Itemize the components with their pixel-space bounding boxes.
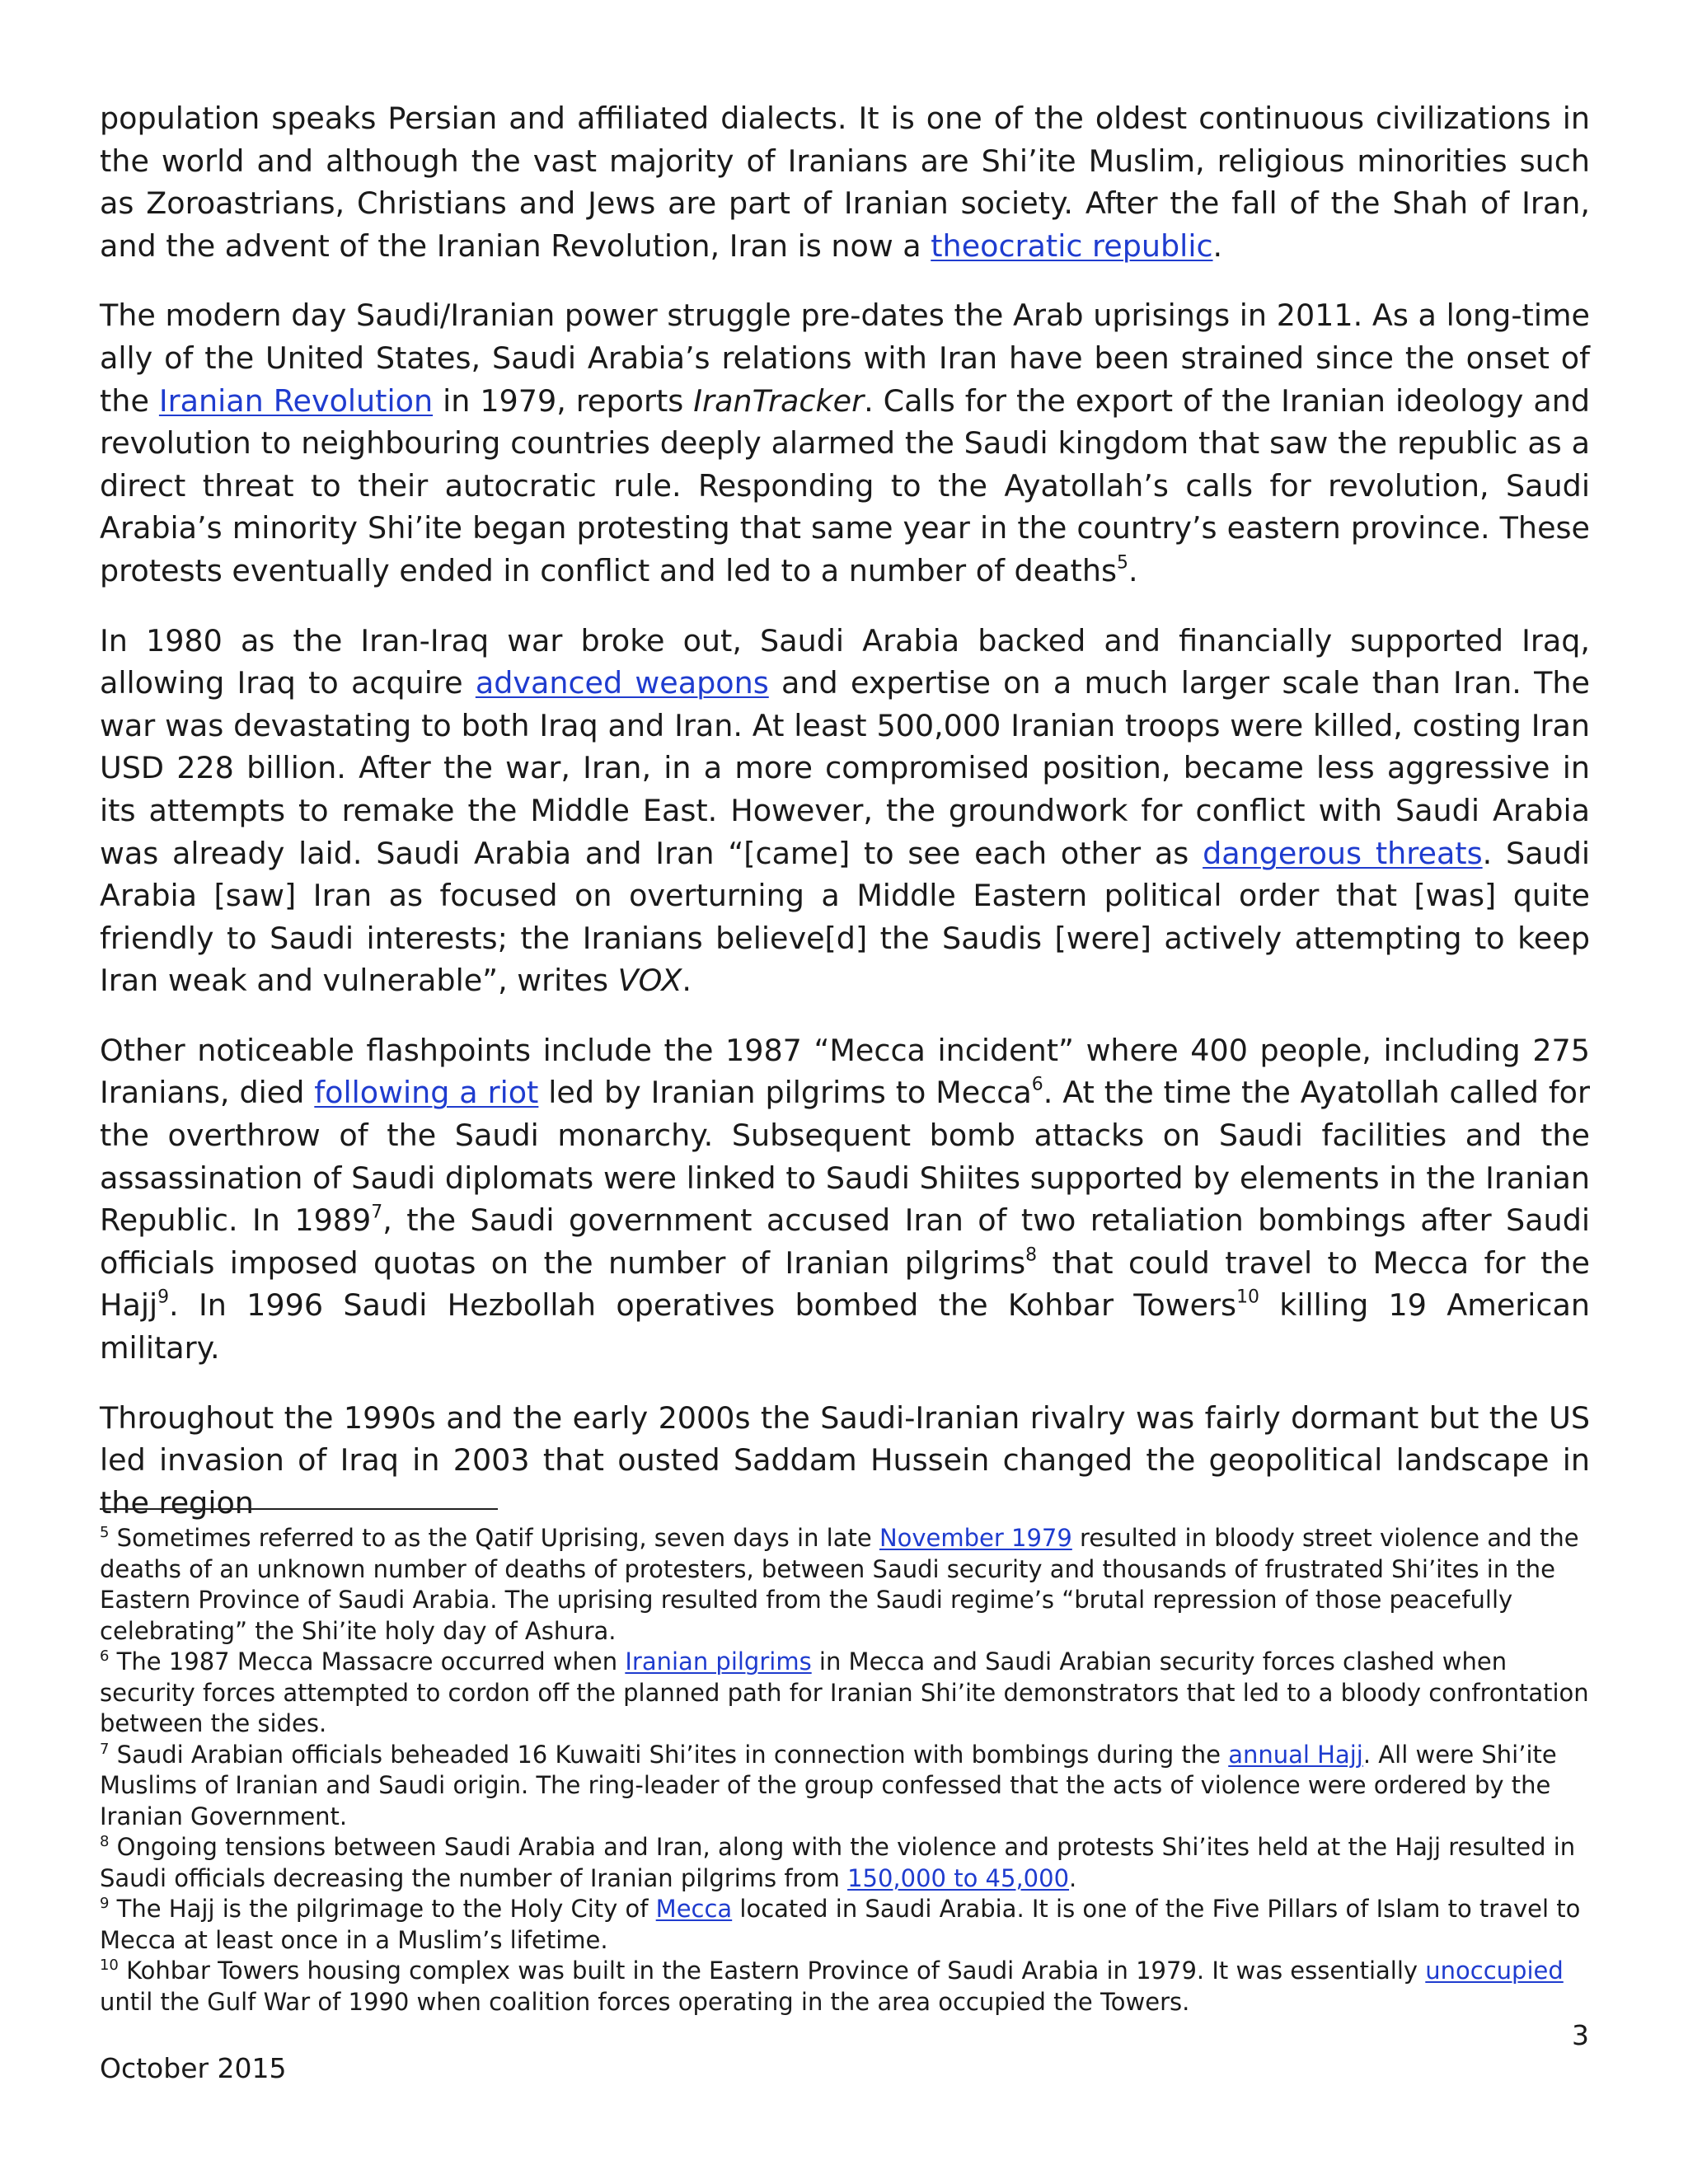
footnote-ref: 7 xyxy=(371,1202,383,1223)
paragraph-text: . At the time the Ayatollah called for the overthrow of the Saudi monarchy. Subsequent bomb attacks on Saudi facilities and the assassination of Saudi diplomats were linked to Saudi Shiites supported by elements in the Iranian Republic. In 1989 xyxy=(100,1075,1591,1239)
footnote-text: resulted in bloody street violence and the deaths of an unknown number of deaths of protesters, between Saudi security and thousands of frustrated Shi’ites in the Eastern Province of Saudi Arabia. The uprising resulted from the Saudi regime’s “brutal repression of those peacefully celebrating” the Shi’ite holy day of Ashura. xyxy=(100,1524,1579,1645)
paragraph-text: and expertise on a much larger scale than Iran. The war was devastating to both Iraq and Iran. At least 500,000 Iranian troops were killed, costing Iran USD 228 billion. After the war, Iran, in a more compromised position, became less aggressive in its attempts to remake the Middle East. However, the groundwork for conflict with Saudi Arabia was already laid. Saudi Arabia and Iran “[came] to see each other as xyxy=(100,665,1590,871)
footnote-text: Ongoing tensions between Saudi Arabia and Iran, along with the violence and protests Shi’ites held at the Hajj resulted in Saudi officials decreasing the number of Iranian pilgrims from xyxy=(100,1833,1576,1892)
link-annual-hajj[interactable]: annual Hajj xyxy=(1228,1740,1363,1769)
paragraph-5 xyxy=(100,1397,1590,1525)
link-unoccupied[interactable]: unoccupied xyxy=(1425,1957,1564,1985)
paragraph-4 xyxy=(100,1029,1590,1370)
paragraph-1 xyxy=(100,97,1590,267)
paragraph-text: In 1980 as the Iran-Iraq war broke out, Saudi Arabia backed and financially supported Iraq, allowing Iraq to acquire xyxy=(100,622,1590,701)
footnote-ref: 9 xyxy=(157,1287,170,1309)
link-mecca[interactable]: Mecca xyxy=(655,1895,733,1923)
paragraph-text: . xyxy=(682,963,692,999)
footnote-number: 10 xyxy=(100,1957,119,1975)
footnote-text: Kohbar Towers housing complex was built in the Eastern Province of Saudi Arabia in 1979. It was essentially xyxy=(118,1957,1426,1985)
link-theocratic-republic[interactable]: theocratic republic xyxy=(931,227,1213,264)
footnote-text: in Mecca and Saudi Arabian security forces clashed when security forces attempted to cordon off the planned path for Iranian Shi’ite demonstrators that led to a bloody confrontation between the sides. xyxy=(100,1647,1589,1737)
footnote-ref: 5 xyxy=(1117,552,1128,574)
footnotes xyxy=(100,1523,1590,2018)
footnote-text: until the Gulf War of 1990 when coalition forces operating in the area occupied the Towers. xyxy=(100,1987,1190,2016)
link-150000-to-45000[interactable]: 150,000 to 45,000 xyxy=(847,1863,1070,1892)
paragraph-text: in 1979, reports xyxy=(433,382,694,419)
paragraph-text: . xyxy=(1212,227,1223,264)
footnote-text: Sometimes referred to as the Qatif Uprising, seven days in late xyxy=(109,1524,879,1552)
source-vox: VOX xyxy=(617,963,682,999)
link-dangerous-threats[interactable]: dangerous threats xyxy=(1203,835,1483,871)
link-november-1979[interactable]: November 1979 xyxy=(879,1524,1072,1552)
footnote-number: 9 xyxy=(100,1895,110,1913)
footnote-5 xyxy=(100,1523,1590,1647)
paragraph-text: Throughout the 1990s and the early 2000s the Saudi-Iranian rivalry was fairly dormant but the US led invasion of Iraq in 2003 that ousted Saddam Hussein changed the geopolitical landscape in the region xyxy=(100,1399,1590,1521)
footnote-ref: 8 xyxy=(1025,1244,1038,1266)
paragraph-text: . Calls for the export of the Iranian ideology and revolution to neighbouring countries deeply alarmed the Saudi kingdom that saw the republic as a direct threat to their autocratic rule. Responding to the Ayatollah’s calls for revolution, Saudi Arabia’s minority Shi’ite began protesting that same year in the country’s eastern province. These protests eventually ended in conflict and led to a number of deaths xyxy=(100,382,1590,588)
paragraph-text: Other noticeable flashpoints include the 1987 “Mecca incident” where 400 people, including 275 Iranians, died xyxy=(100,1032,1590,1111)
footnote-text: The 1987 Mecca Massacre occurred when xyxy=(109,1647,626,1675)
footnote-number: 5 xyxy=(100,1524,110,1542)
paragraph-text: killing 19 American military. xyxy=(100,1287,1591,1366)
source-irantracker: IranTracker xyxy=(693,382,865,419)
paragraph-text: population speaks Persian and affiliated dialects. It is one of the oldest continuous civilizations in the world and although the vast majority of Iranians are Shi’ite Muslim, religious minorities such as Zoroastrians, Christians and Jews are part of Iranian society. After the fall of the Shah of Iran, and the advent of the Iranian Revolution, Iran is now a xyxy=(100,101,1590,264)
footnote-text: Saudi Arabian officials beheaded 16 Kuwaiti Shi’ites in connection with bombings during the xyxy=(109,1740,1229,1769)
footnote-9 xyxy=(100,1894,1590,1956)
paragraph-text: . Saudi Arabia [saw] Iran as focused on overturning a Middle Eastern political order that [was] quite friendly to Saudi interests; the Iranians believe[d] the Saudis [were] actively attempting to keep Iran weak and vulnerable”, writes xyxy=(100,835,1591,999)
footnote-number: 7 xyxy=(100,1740,110,1758)
main-body xyxy=(100,97,1590,1524)
footnote-text: . All were Shi’ite Muslims of Iranian and Saudi origin. The ring-leader of the group confessed that the acts of violence were ordered by the Iranian Government. xyxy=(100,1740,1557,1830)
footnote-number: 8 xyxy=(100,1833,110,1851)
paragraph-2 xyxy=(100,294,1590,592)
footnote-text: located in Saudi Arabia. It is one of the Five Pillars of Islam to travel to Mecca at least once in a Muslim’s lifetime. xyxy=(100,1895,1581,1954)
link-following-a-riot[interactable]: following a riot xyxy=(314,1075,539,1111)
footnote-6 xyxy=(100,1647,1590,1740)
footnote-ref: 6 xyxy=(1031,1075,1043,1096)
page-number: 3 xyxy=(1572,2019,1589,2051)
paragraph-text: . In 1996 Saudi Hezbollah operatives bombed the Kohbar Towers xyxy=(169,1287,1237,1324)
footnote-number: 6 xyxy=(100,1647,110,1666)
footnote-ref: 10 xyxy=(1236,1287,1259,1309)
footnote-separator xyxy=(100,1508,498,1510)
link-iranian-pilgrims[interactable]: Iranian pilgrims xyxy=(625,1647,812,1675)
paragraph-text: , the Saudi government accused Iran of two retaliation bombings after Saudi officials imposed quotas on the number of Iranian pilgrims xyxy=(100,1202,1591,1281)
footnote-text: The Hajj is the pilgrimage to the Holy City of xyxy=(109,1895,656,1923)
paragraph-text: The modern day Saudi/Iranian power struggle pre-dates the Arab uprisings in 2011. As a long-time ally of the United States, Saudi Arabia’s relations with Iran have been strained since the onset of the xyxy=(100,298,1590,419)
paragraph-3 xyxy=(100,620,1590,1002)
footer-date: October 2015 xyxy=(100,2052,287,2084)
link-iranian-revolution[interactable]: Iranian Revolution xyxy=(158,382,434,419)
footnote-10 xyxy=(100,1956,1590,2018)
footnote-text: . xyxy=(1069,1863,1077,1892)
paragraph-text: led by Iranian pilgrims to Mecca xyxy=(538,1075,1032,1111)
paragraph-text: that could travel to Mecca for the Hajj xyxy=(100,1244,1590,1324)
link-advanced-weapons[interactable]: advanced weapons xyxy=(475,665,769,701)
footnote-7 xyxy=(100,1740,1590,1833)
footnote-8 xyxy=(100,1832,1590,1894)
paragraph-text: . xyxy=(1128,552,1138,588)
